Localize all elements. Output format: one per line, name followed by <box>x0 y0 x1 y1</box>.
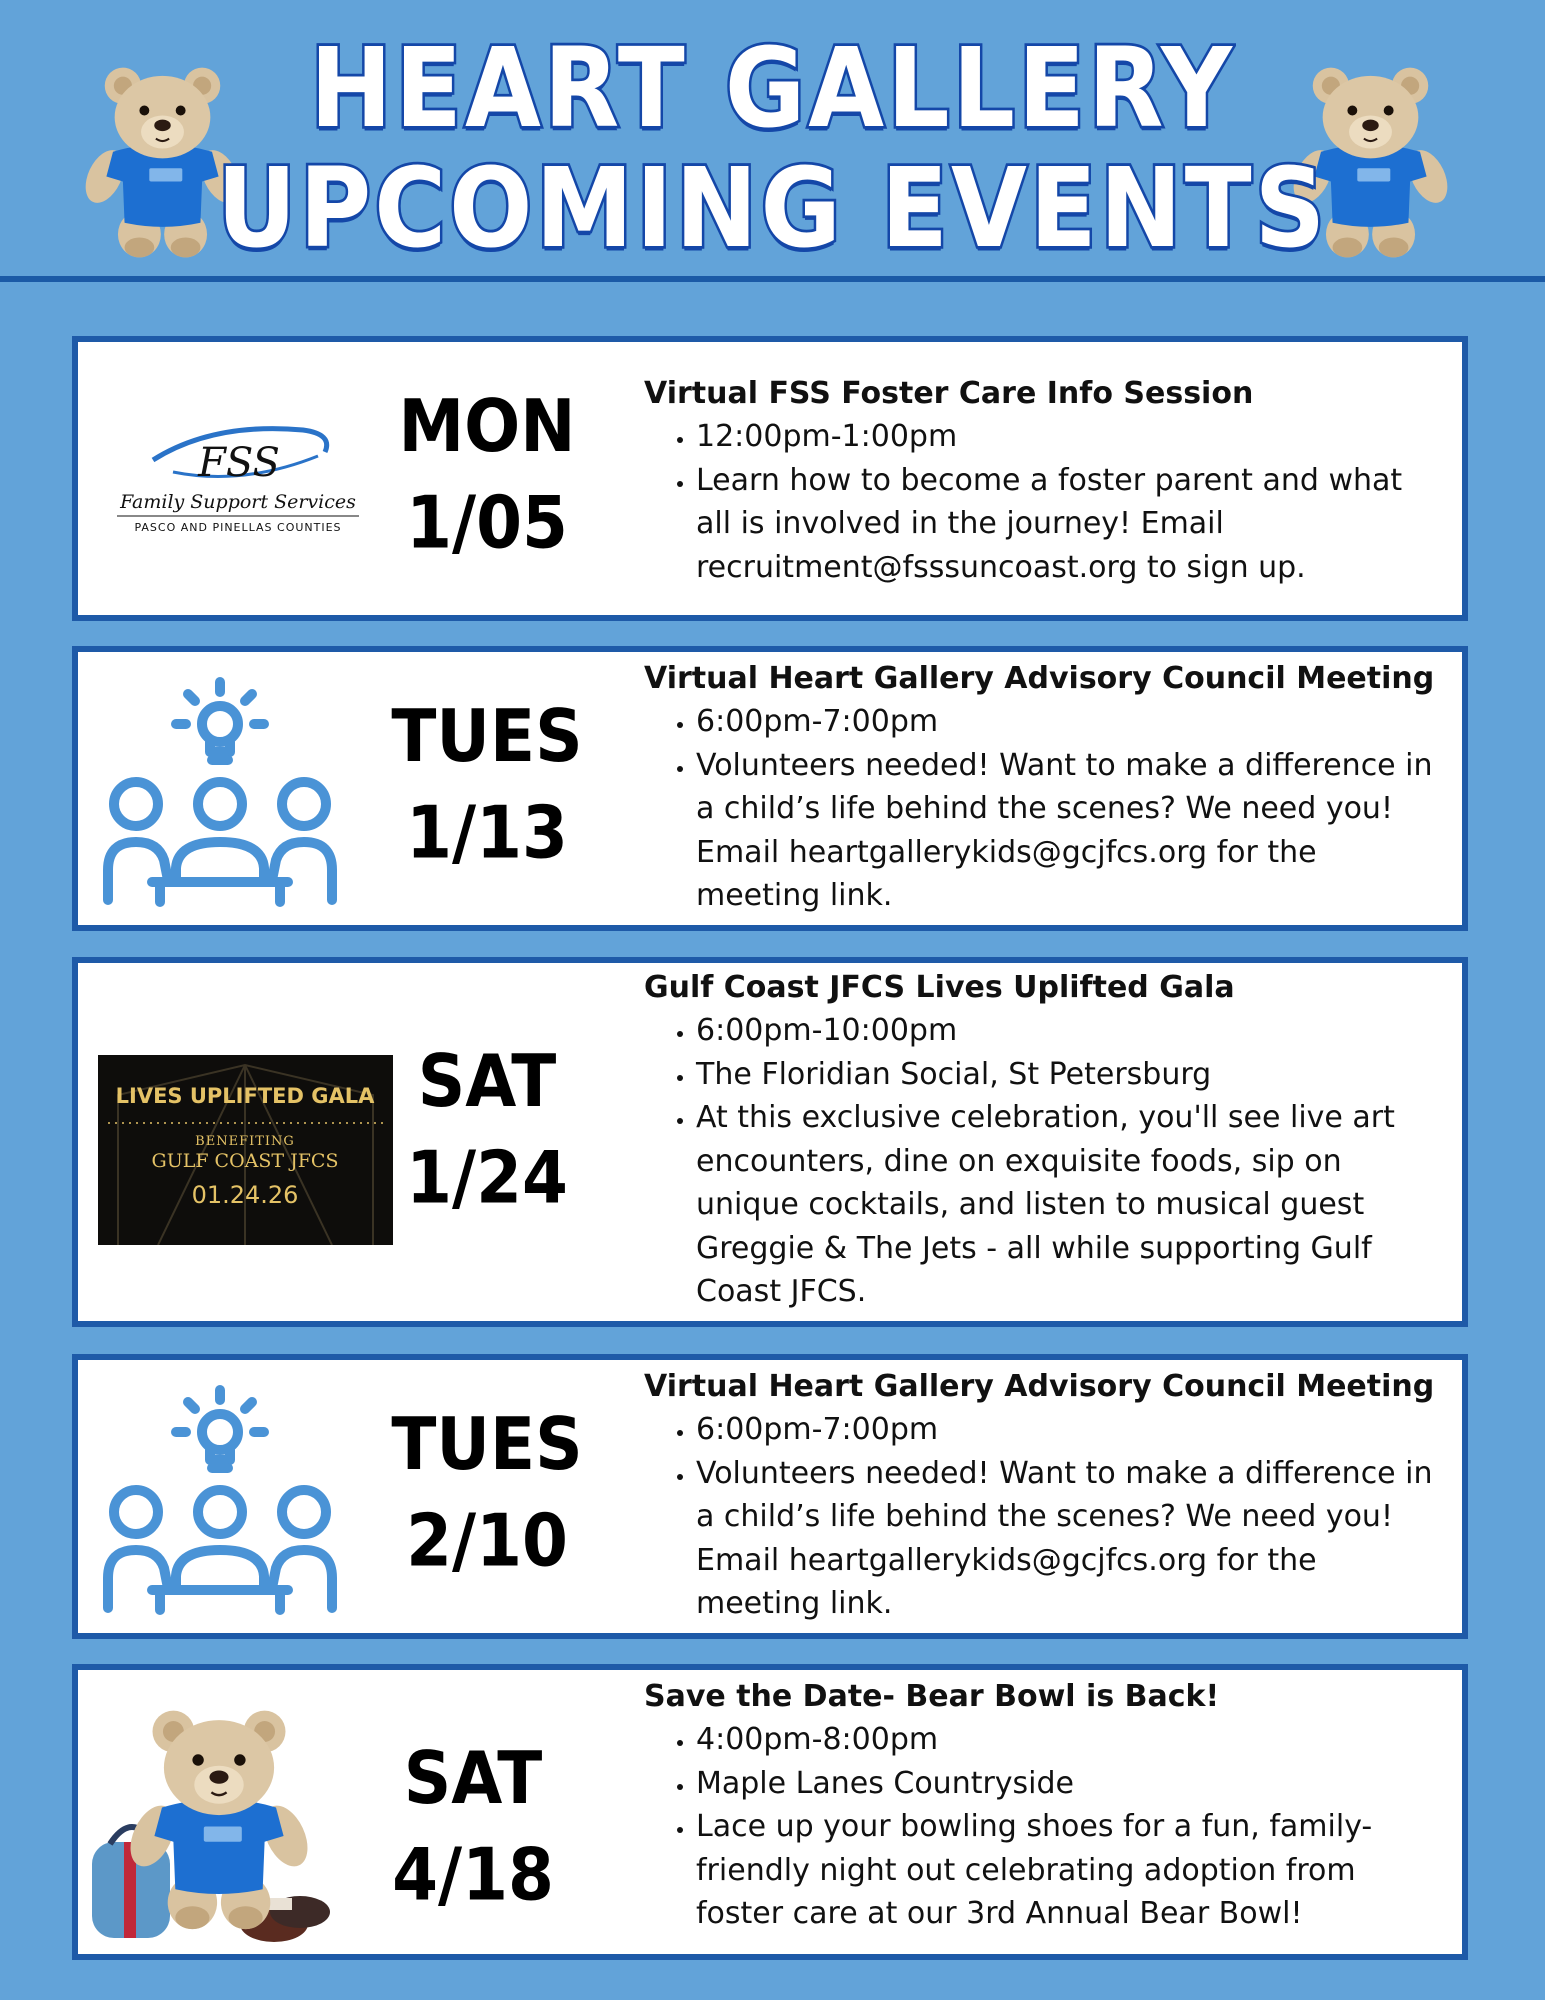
event-details <box>644 415 1442 589</box>
event-time: • 4:00pm-8:00pm <box>696 1718 1442 1762</box>
event-day: MON <box>398 383 576 469</box>
event-date <box>382 1038 592 1221</box>
event-day: SAT <box>417 1038 557 1124</box>
team-meeting-lightbulb-icon <box>100 672 340 912</box>
header-banner <box>0 0 1545 276</box>
fss-logo-name: Family Support Services <box>120 491 356 513</box>
event-details <box>644 700 1442 918</box>
header-divider <box>0 276 1545 282</box>
event-date-number: 2/10 <box>406 1498 568 1584</box>
event-info <box>644 1368 1442 1626</box>
event-description: • At this exclusive celebration, you'll see live art encounters, dine on exquisite foods, sip on unique cocktails, and listen to musical guest Greggie & The Jets - all while supporting Gulf Coast JFCS. <box>696 1096 1442 1314</box>
event-info <box>644 1678 1442 1936</box>
event-date <box>382 1401 592 1584</box>
event-details <box>644 1718 1442 1936</box>
event-date <box>382 693 592 876</box>
event-title: Virtual Heart Gallery Advisory Council Meeting <box>644 661 1435 696</box>
page-title-line2: UPCOMING EVENTS <box>216 145 1329 273</box>
event-location: • Maple Lanes Countryside <box>696 1762 1442 1806</box>
gala-image-title: LIVES UPLIFTED GALA <box>115 1084 375 1108</box>
event-title: Virtual Heart Gallery Advisory Council Meeting <box>644 1369 1435 1404</box>
fss-logo-mark: FSS <box>198 440 280 486</box>
event-card <box>72 1664 1468 1960</box>
event-card <box>72 957 1468 1327</box>
event-date-number: 1/05 <box>406 480 568 566</box>
event-description: • Learn how to become a foster parent and what all is involved in the journey! Email recruitment@fsssuncoast.org to sign up. <box>696 459 1442 590</box>
fss-logo <box>103 412 373 542</box>
event-day: TUES <box>391 1401 583 1487</box>
event-location: • The Floridian Social, St Petersburg <box>696 1053 1442 1097</box>
event-date <box>368 1735 578 1918</box>
team-meeting-lightbulb-icon <box>100 1380 340 1620</box>
event-time: • 6:00pm-10:00pm <box>696 1009 1442 1053</box>
event-date-number: 4/18 <box>392 1832 554 1918</box>
event-day: SAT <box>403 1735 543 1821</box>
event-details <box>644 1009 1442 1314</box>
event-description: • Lace up your bowling shoes for a fun, family-friendly night out celebrating adoption from foster care at our 3rd Annual Bear Bowl! <box>696 1805 1442 1936</box>
event-info <box>644 969 1442 1314</box>
event-time: • 6:00pm-7:00pm <box>696 700 1442 744</box>
event-time: • 12:00pm-1:00pm <box>696 415 1442 459</box>
event-description: • Volunteers needed! Want to make a difference in a child’s life behind the scenes? We need you! Email heartgallerykids@gcjfcs.org for the meeting link. <box>696 1452 1442 1626</box>
event-time: • 6:00pm-7:00pm <box>696 1408 1442 1452</box>
event-date <box>382 383 592 566</box>
event-card <box>72 646 1468 931</box>
event-card <box>72 1354 1468 1639</box>
event-card <box>72 336 1468 621</box>
gala-image-org: GULF COAST JFCS <box>151 1150 339 1172</box>
gala-image-benefiting: BENEFITING <box>195 1134 295 1149</box>
event-description: • Volunteers needed! Want to make a difference in a child’s life behind the scenes? We need you! Email heartgallerykids@gcjfcs.org for the meeting link. <box>696 744 1442 918</box>
event-details <box>644 1408 1442 1626</box>
fss-logo-sub: PASCO AND PINELLAS COUNTIES <box>134 521 342 534</box>
event-title: Gulf Coast JFCS Lives Uplifted Gala <box>644 970 1235 1005</box>
event-date-number: 1/13 <box>406 790 568 876</box>
bear-bowl-image <box>88 1692 338 1950</box>
event-date-number: 1/24 <box>406 1135 568 1221</box>
event-day: TUES <box>391 693 583 779</box>
event-title: Virtual FSS Foster Care Info Session <box>644 376 1254 411</box>
page-title-line1: HEART GALLERY <box>309 25 1236 153</box>
event-info <box>644 375 1442 589</box>
event-title: Save the Date- Bear Bowl is Back! <box>644 1679 1220 1714</box>
gala-image-date: 01.24.26 <box>191 1181 299 1209</box>
gala-image <box>98 1055 393 1245</box>
event-info <box>644 660 1442 918</box>
